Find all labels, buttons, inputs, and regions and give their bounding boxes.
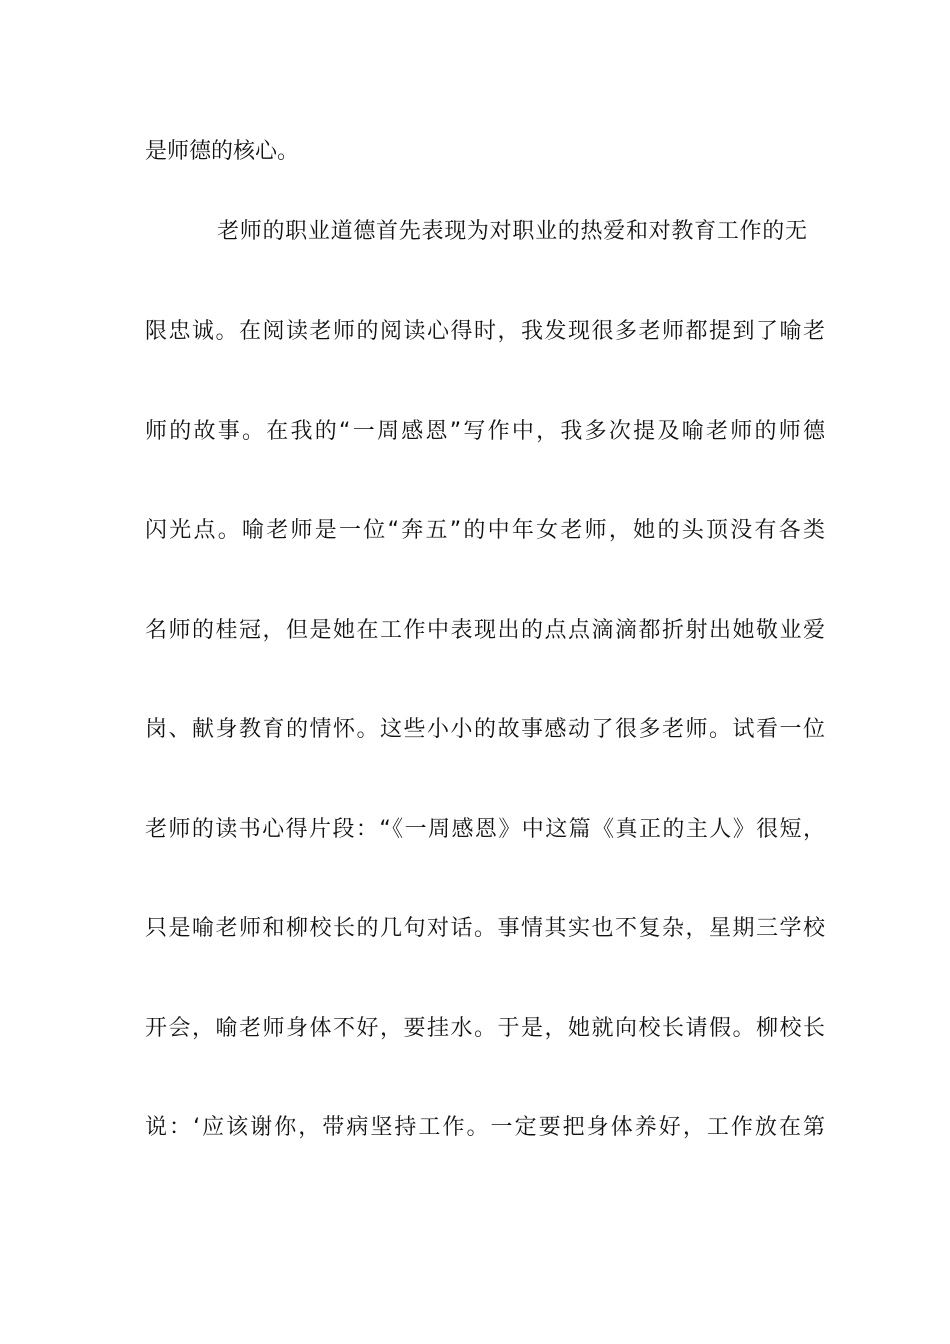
paragraph-start-line: 老师的职业道德首先表现为对职业的热爱和对教育工作的无	[217, 219, 807, 244]
text-line-7: 岗、献身教育的情怀。这些小小的故事感动了很多老师。试看一位	[145, 717, 825, 742]
text-line-1: 是师德的核心。	[145, 139, 300, 164]
text-line-6: 名师的桂冠，但是她在工作中表现出的点点滴滴都折射出她敬业爱	[145, 618, 825, 643]
text-line-8: 老师的读书心得片段：“《一周感恩》中这篇《真正的主人》很短，	[145, 817, 825, 842]
text-line-3: 限忠诚。在阅读老师的阅读心得时，我发现很多老师都提到了喻老	[145, 319, 825, 344]
text-line-10: 开会，喻老师身体不好，要挂水。于是，她就向校长请假。柳校长	[145, 1016, 825, 1041]
text-line-4: 师的故事。在我的“一周感恩”写作中，我多次提及喻老师的师德	[145, 419, 825, 444]
text-line-11: 说：‘应该谢你，带病坚持工作。一定要把身体养好，工作放在第	[145, 1115, 825, 1140]
text-line-9: 只是喻老师和柳校长的几句对话。事情其实也不复杂，星期三学校	[145, 916, 825, 941]
text-line-5: 闪光点。喻老师是一位“奔五”的中年女老师，她的头顶没有各类	[145, 518, 825, 543]
